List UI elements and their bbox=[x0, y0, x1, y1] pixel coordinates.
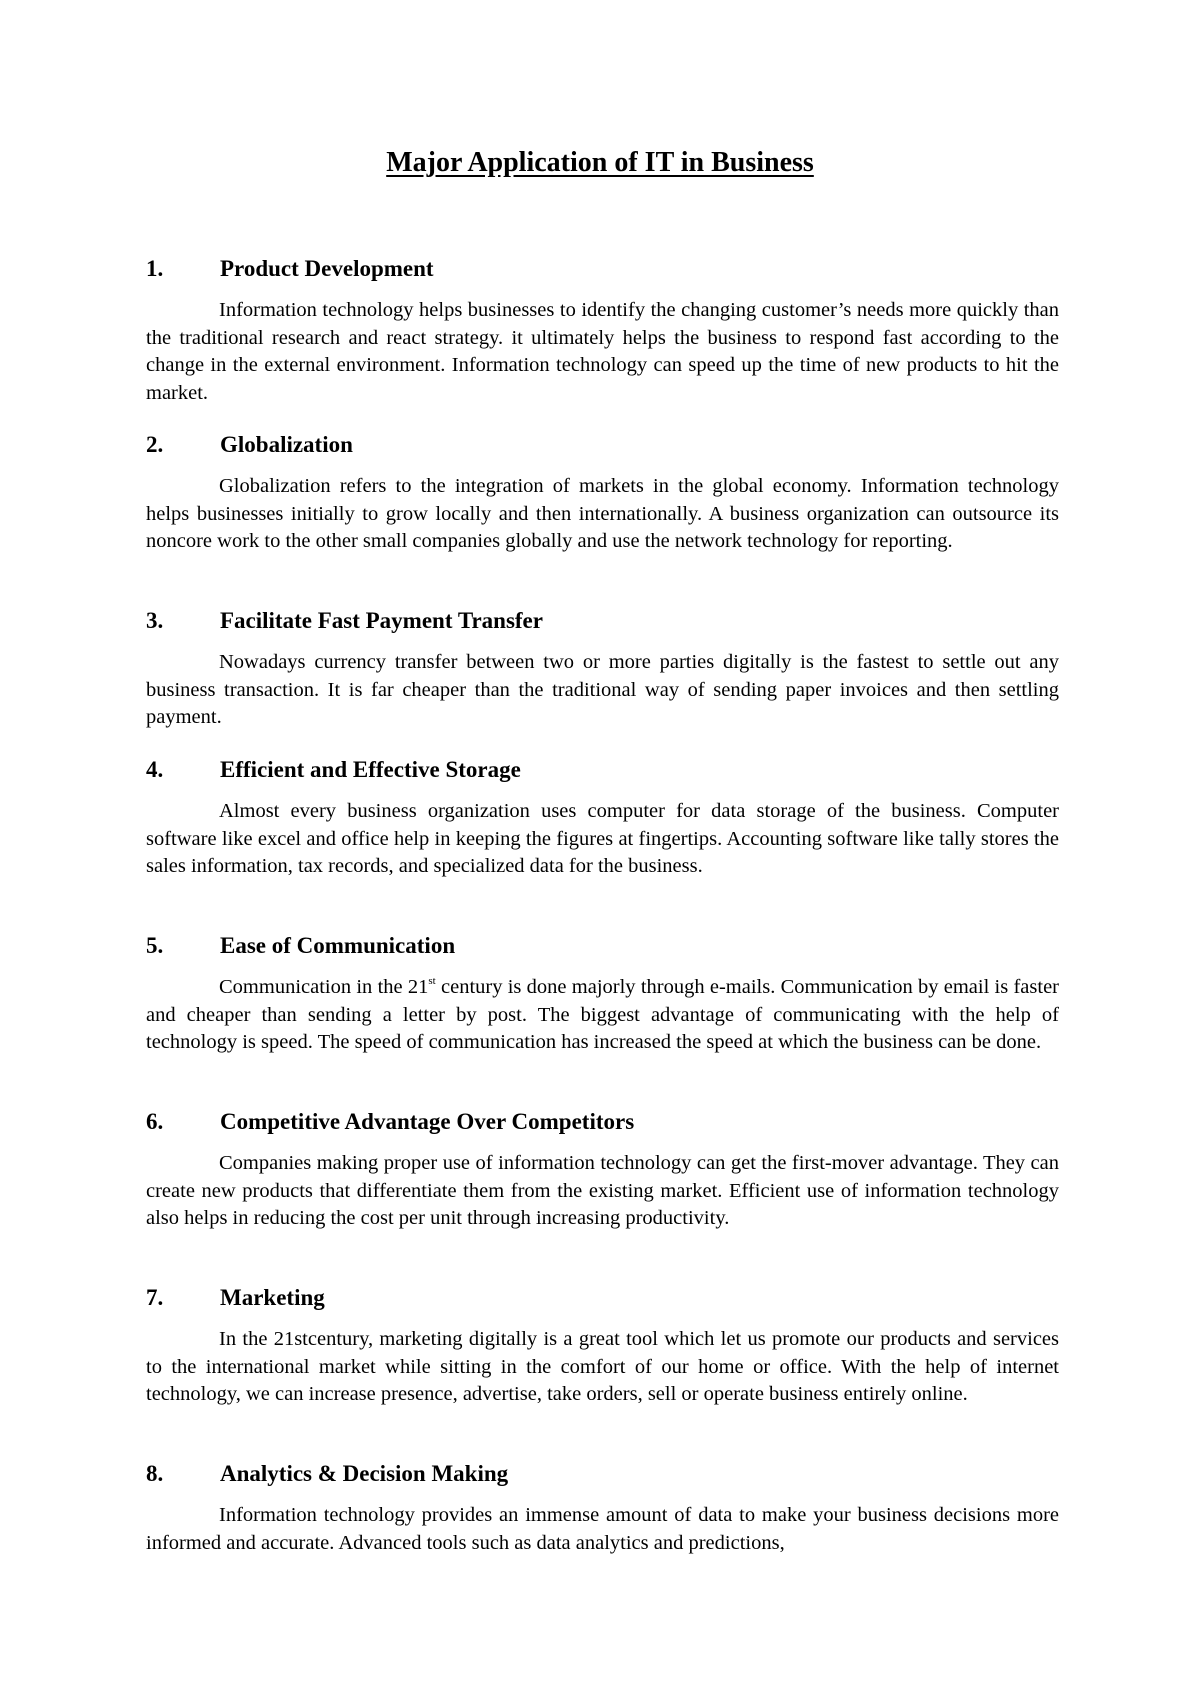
section-title: Marketing bbox=[220, 1285, 325, 1310]
section-title: Ease of Communication bbox=[220, 933, 456, 958]
section-heading bbox=[146, 1460, 1059, 1490]
section-body: Almost every business organization uses computer for data storage of the business. Computer software like excel and office help in keeping the figures at fingertips. Accounting software like tally stores the sales information, tax records, and specialized data for the business. bbox=[146, 800, 1059, 877]
section-fast-payment-transfer bbox=[146, 607, 1059, 732]
section-efficient-storage bbox=[146, 756, 1059, 881]
section-number: 5. bbox=[146, 933, 164, 958]
section-body: Information technology provides an immense amount of data to make your business decisions more informed and accurate. Advanced tools such as data analytics and predictions, bbox=[146, 1504, 1059, 1554]
section-number: 3. bbox=[146, 608, 164, 633]
section-body: Companies making proper use of information technology can get the first-mover advantage. They can create new products that differentiate them from the existing market. Efficient use of information technology also helps in reducing the cost per unit through increasing productivity. bbox=[146, 1152, 1059, 1229]
section-number: 2. bbox=[146, 432, 164, 457]
section-number: 1. bbox=[146, 256, 164, 281]
section-number: 7. bbox=[146, 1285, 164, 1310]
section-heading bbox=[146, 1284, 1059, 1314]
section-heading bbox=[146, 932, 1059, 962]
section-ease-of-communication bbox=[146, 932, 1059, 1057]
section-heading bbox=[146, 756, 1059, 786]
section-heading bbox=[146, 1108, 1059, 1138]
section-heading bbox=[146, 255, 1059, 285]
section-marketing bbox=[146, 1284, 1059, 1409]
section-heading bbox=[146, 607, 1059, 637]
section-title: Analytics & Decision Making bbox=[220, 1461, 509, 1486]
document-title: Major Application of IT in Business bbox=[386, 147, 814, 178]
section-number: 8. bbox=[146, 1461, 164, 1486]
section-body: Nowadays currency transfer between two or more parties digitally is the fastest to settle out any business transaction. It is far cheaper than the traditional way of sending paper invoices and then settling payment. bbox=[146, 651, 1059, 728]
section-body bbox=[146, 974, 1059, 1057]
section-body: Information technology helps businesses to identify the changing customer’s needs more quickly than the traditional research and react strategy. it ultimately helps the business to respond fast according to the change in the external environment. Information technology can speed up the time of new products to hit the market. bbox=[146, 299, 1059, 404]
section-analytics-decision-making bbox=[146, 1460, 1059, 1557]
section-globalization bbox=[146, 431, 1059, 556]
section-title: Product Development bbox=[220, 256, 434, 281]
section-body: Globalization refers to the integration of markets in the global economy. Information technology helps businesses initially to grow locally and then internationally. A business organization can outsource its noncore work to the other small companies globally and use the network technology for reporting. bbox=[146, 475, 1059, 552]
section-number: 6. bbox=[146, 1109, 164, 1134]
section-title: Efficient and Effective Storage bbox=[220, 757, 521, 782]
body-text-start: Communication in the 21 bbox=[219, 976, 429, 998]
section-product-development bbox=[146, 255, 1059, 407]
section-competitive-advantage bbox=[146, 1108, 1059, 1233]
body-text-rest: century is done majorly through e-mails. Communication by email is faster and cheaper than sending a letter by post. The biggest advantage of communicating with the help of technology is speed. The speed of communication has increased the speed at which the business can be done. bbox=[146, 976, 1059, 1053]
section-title: Competitive Advantage Over Competitors bbox=[220, 1109, 635, 1134]
ordinal-superscript: st bbox=[428, 975, 436, 987]
section-title: Facilitate Fast Payment Transfer bbox=[220, 608, 543, 633]
section-number: 4. bbox=[146, 757, 164, 782]
section-body: In the 21stcentury, marketing digitally is a great tool which let us promote our products and services to the international market while sitting in the comfort of our home or office. With the help of internet technology, we can increase presence, advertise, take orders, sell or operate business entirely online. bbox=[146, 1328, 1059, 1405]
section-heading bbox=[146, 431, 1059, 461]
section-title: Globalization bbox=[220, 432, 353, 457]
